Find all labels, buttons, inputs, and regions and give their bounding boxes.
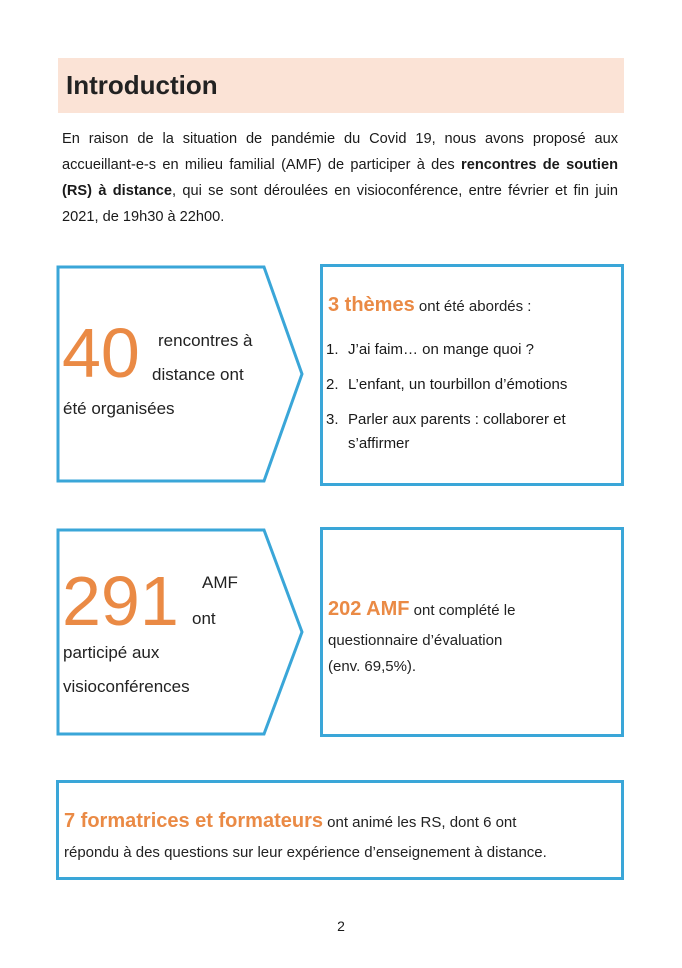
trainers-heading-rest: ont animé les RS, dont 6 ont bbox=[322, 814, 517, 831]
survey-highlight: 202 AMF bbox=[328, 598, 410, 620]
participants-line2: ont bbox=[192, 609, 216, 628]
trainers-highlight: 7 formatrices et formateurs bbox=[64, 810, 323, 832]
participants-line4: visioconférences bbox=[63, 677, 190, 696]
survey-line3: (env. 69,5%). bbox=[328, 658, 417, 675]
participants-line3: participé aux bbox=[63, 643, 160, 662]
themes-list bbox=[326, 338, 616, 467]
survey-line2: questionnaire d’évaluation bbox=[328, 632, 503, 649]
meetings-line2: distance ont bbox=[152, 365, 244, 384]
survey-heading bbox=[328, 594, 515, 626]
trainers-heading bbox=[64, 806, 516, 838]
themes-heading-rest: ont été abordés : bbox=[414, 298, 532, 315]
meetings-number: 40 bbox=[62, 314, 140, 392]
themes-heading bbox=[328, 290, 531, 322]
list-item: 1. J’ai faim… on mange quoi ? bbox=[326, 341, 534, 358]
list-item: 2. L’enfant, un tourbillon d’émotions bbox=[326, 376, 568, 393]
meetings-line3: été organisées bbox=[63, 399, 175, 418]
intro-paragraph bbox=[62, 126, 618, 230]
intro-text-1: En raison de la situation de pandémie du Covid 19, nous avons proposé aux accueillant-e-s en milieu familial (AMF) de participer à des bbox=[62, 131, 618, 173]
page-number: 2 bbox=[337, 918, 345, 934]
survey-heading-rest: ont complété le bbox=[409, 602, 516, 619]
participants-number: 291 bbox=[62, 562, 179, 640]
section-title: Introduction bbox=[66, 70, 218, 100]
intro-bold-text: rencontres de soutien (RS) à distance bbox=[62, 157, 618, 199]
themes-highlight: 3 thèmes bbox=[328, 294, 415, 316]
intro-text-2: , qui se sont déroulées en visioconférence, entre février et fin juin 2021, de 19h30 à 22h00. bbox=[62, 183, 618, 225]
list-item: 3. Parler aux parents : collaborer et s’affirmer bbox=[326, 411, 566, 452]
section-header bbox=[58, 58, 624, 113]
trainers-line2: répondu à des questions sur leur expérience d’enseignement à distance. bbox=[64, 844, 547, 861]
meetings-line1: rencontres à bbox=[158, 331, 253, 350]
participants-line1: AMF bbox=[202, 573, 238, 592]
